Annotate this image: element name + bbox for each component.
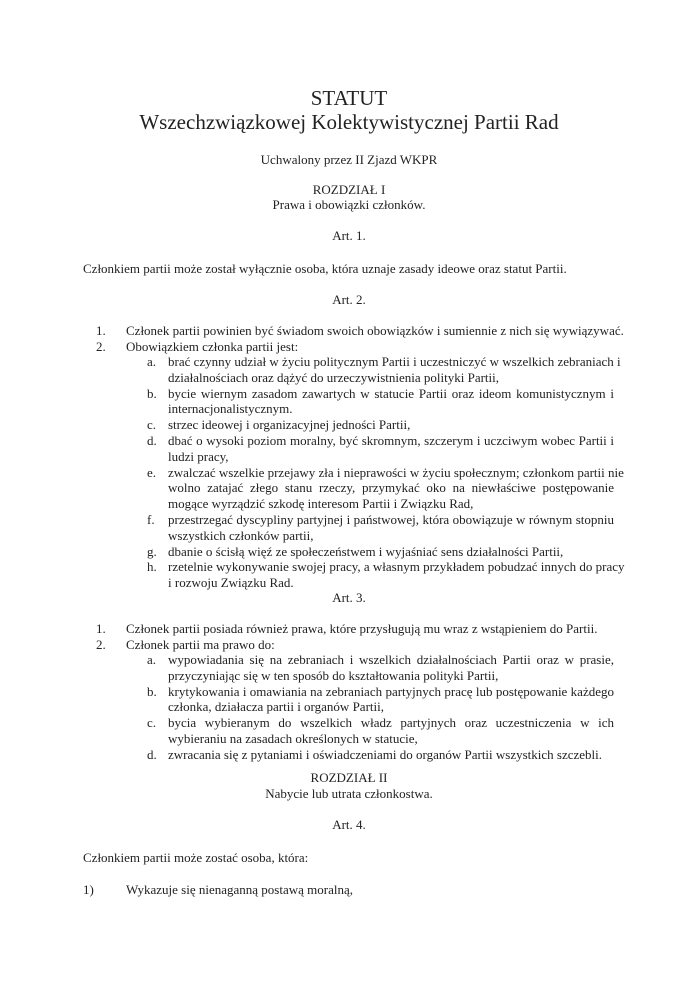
document-title: STATUT	[310, 86, 388, 110]
chapter-2-heading: ROZDZIAŁ II	[310, 770, 388, 785]
sublist-item-line: mogące wyrządzić szkodę interesom Partii i Związku Rad,	[168, 496, 474, 512]
document-title-line2: Wszechzwiązkowej Kolektywistycznej Partii Rad	[139, 110, 559, 134]
sublist-item-line: bycia wybieranym do wszelkich władz partyjnych oraz uczestniczenia w ich	[168, 715, 614, 731]
sublist-item-line: przestrzegać dyscypliny partyjnej i państwowej, która obowiązuje w równym stopniu	[168, 512, 614, 527]
sublist-letter: e.	[147, 464, 157, 480]
sublist-item-line: strzec ideowej i organizacyjnej jedności Partii,	[168, 417, 411, 433]
list-number: 1)	[83, 882, 94, 897]
list-item: Członek partii powinien być świadom swoich obowiązków i sumiennie z nich się wywiązywać.	[126, 323, 624, 338]
sublist-item-line: zwracania się z pytaniami i oświadczeniami do organów Partii wszystkich szczebli.	[168, 746, 603, 762]
art-3-heading: Art. 3.	[332, 590, 366, 605]
sublist-item-line: ludzi pracy,	[168, 448, 229, 464]
sublist-item-line: zwalczać wszelkie przejawy zła i nieprawości w życiu społecznym; członkom partii nie	[168, 464, 624, 480]
sublist-item-line: brać czynny udział w życiu politycznym Partii i uczestniczyć w wszelkich zebraniach i	[168, 354, 621, 369]
sublist-item-line: wszystkich członków partii,	[168, 527, 314, 543]
sublist-item-line: dbanie o ścisłą więź ze społeczeństwem i wyjaśniać sens działalności Partii,	[168, 543, 564, 559]
sublist-item-line: wolno zatajać złego stanu rzeczy, przymykać oko na niewłaściwe postępowanie	[168, 480, 614, 496]
sublist-letter: c.	[147, 715, 157, 731]
sublist-letter: a.	[147, 354, 157, 369]
sublist-item-line: rzetelnie wykonywanie swojej pracy, a własnym przykładem pobudzać innych do pracy	[168, 559, 625, 575]
list-item: Członek partii posiada również prawa, które przysługują mu wraz z wstąpieniem do Partii.	[126, 621, 598, 636]
sublist-item-line: działalnościach oraz dążyć do urzeczywistnienia polityki Partii,	[168, 369, 500, 385]
sublist-item-line: dbać o wysoki poziom moralny, być skromnym, szczerym i uczciwym wobec Partii i	[168, 433, 614, 448]
sublist-item-line: i rozwoju Związku Rad.	[168, 575, 294, 591]
art-1-heading: Art. 1.	[332, 228, 366, 243]
sublist-letter: h.	[147, 559, 157, 575]
list-number: 2.	[96, 637, 106, 652]
sublist-letter: c.	[147, 417, 157, 433]
chapter-1-title: Prawa i obowiązki członków.	[272, 197, 426, 212]
chapter-2-title: Nabycie lub utrata członkostwa.	[265, 786, 433, 801]
sublist-letter: a.	[147, 652, 157, 667]
sublist-item-line: krytykowania i omawiania na zebraniach partyjnych pracę lub postępowanie każdego	[168, 683, 614, 699]
sublist-letter: b.	[147, 683, 157, 699]
sublist-letter: g.	[147, 543, 157, 559]
art-4-text: Członkiem partii może zostać osoba, która:	[83, 850, 309, 865]
list-number: 2.	[96, 339, 106, 354]
art-2-heading: Art. 2.	[332, 292, 366, 307]
list-number: 1.	[96, 323, 106, 338]
sublist-letter: b.	[147, 385, 157, 401]
chapter-1-heading: ROZDZIAŁ I	[312, 182, 386, 197]
sublist-letter: d.	[147, 746, 157, 762]
art-4-heading: Art. 4.	[332, 817, 366, 832]
sublist-item-line: bycie wiernym zasadom zawartych w statucie Partii oraz ideom komunistycznym i	[168, 385, 614, 401]
list-item: Obowiązkiem członka partii jest:	[126, 339, 299, 354]
list-number: 1.	[96, 621, 106, 636]
sublist-item-line: wypowiadania się na zebraniach i wszelkich działalnościach Partii oraz w prasie,	[168, 652, 614, 667]
sublist-item-line: wybieraniu na zasadach określonych w statucie,	[168, 731, 418, 746]
sublist-letter: f.	[147, 512, 155, 527]
sublist-item-line: internacjonalistycznym.	[168, 401, 293, 417]
list-item: Członek partii ma prawo do:	[126, 637, 275, 652]
sublist-item-line: członka, działacza partii i organów Partii,	[168, 699, 384, 715]
list-item: Wykazuje się nienaganną postawą moralną,	[126, 882, 353, 897]
sublist-item-line: przyczyniając się w ten sposób do kształtowania polityki Partii,	[168, 667, 499, 683]
document-subtitle: Uchwalony przez II Zjazd WKPR	[260, 152, 438, 167]
art-1-text: Członkiem partii może został wyłącznie osoba, która uznaje zasady ideowe oraz statut Partii.	[83, 261, 567, 276]
sublist-letter: d.	[147, 433, 157, 448]
